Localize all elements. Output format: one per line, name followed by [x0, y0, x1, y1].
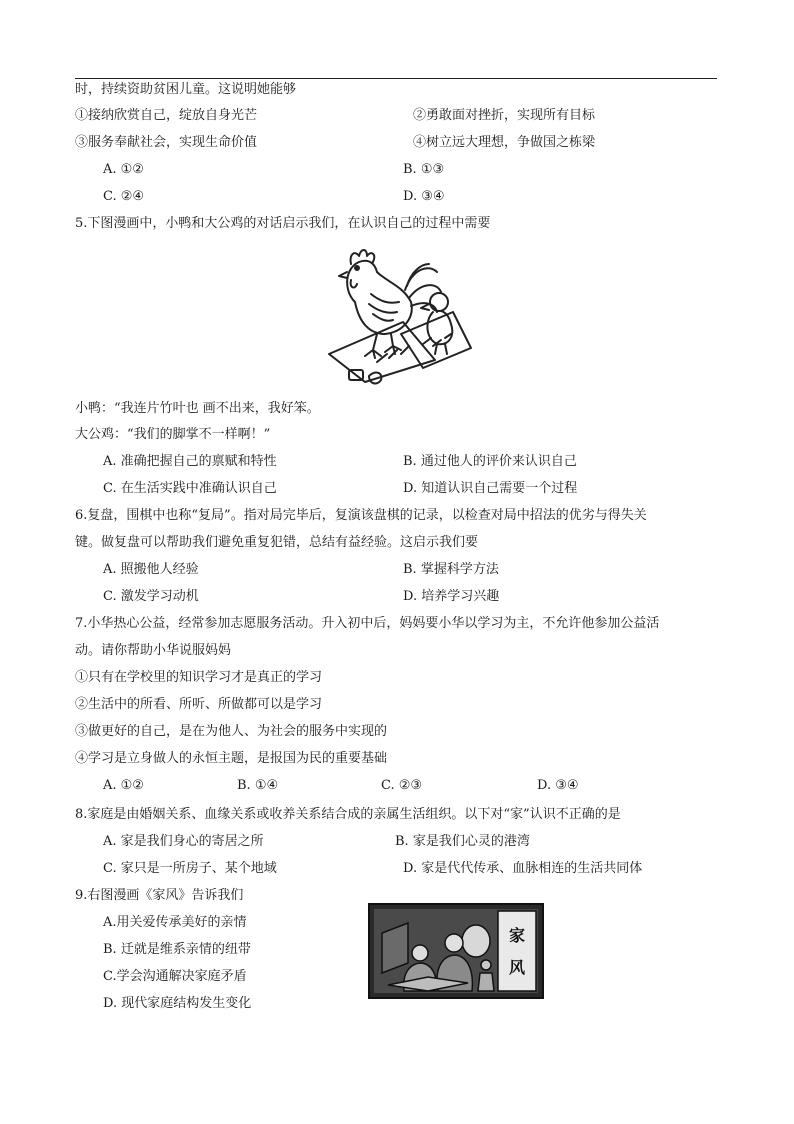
q8-option-b[interactable]: B. 家是我们心灵的港湾 [395, 834, 530, 849]
q6-option-a[interactable]: A. 照搬他人经验 [103, 562, 199, 577]
q8-stem: 8.家庭是由婚姻关系、血缘关系或收养关系结合成的亲属生活组织。以下对“家”认识不正确的是 [75, 807, 621, 822]
q4-item-4: ④树立远大理想，争做国之栋梁 [413, 135, 596, 150]
q9-option-b[interactable]: B. 迁就是维系亲情的纽带 [103, 942, 251, 957]
q6-stem-line-1: 6.复盘，围棋中也称“复局”。指对局完毕后，复演该盘棋的记录，以检查对局中招法的优劣与得失关 [75, 508, 647, 523]
q9-option-c[interactable]: C.学会沟通解决家庭矛盾 [103, 969, 247, 984]
q6-stem-line-2: 键。做复盘可以帮助我们避免重复犯错，总结有益经验。这启示我们要 [75, 535, 479, 550]
q6-option-b[interactable]: B. 掌握科学方法 [403, 562, 499, 577]
cartoon-caption-2: 风 [508, 958, 526, 977]
q8-option-c[interactable]: C. 家只是一所房子、某个地域 [103, 861, 277, 876]
q5-option-d[interactable]: D. 知道认识自己需要一个过程 [403, 481, 578, 496]
q7-item-2: ②生活中的所看、所听、所做都可以是学习 [75, 697, 323, 712]
q4-option-d[interactable]: D. ③④ [403, 189, 445, 204]
q7-item-4: ④学习是立身做人的永恒主题，是报国为民的重要基础 [75, 751, 388, 766]
q8-option-d[interactable]: D. 家是代代传承、血脉相连的生活共同体 [403, 861, 643, 876]
q9-option-d[interactable]: D. 现代家庭结构发生变化 [103, 996, 252, 1011]
q9-option-a[interactable]: A.用关爱传承美好的亲情 [103, 915, 247, 930]
q7-option-c[interactable]: C. ②③ [381, 778, 423, 793]
q7-option-b[interactable]: B. ①④ [237, 778, 279, 793]
family-style-cartoon [368, 903, 544, 999]
q8-option-a[interactable]: A. 家是我们身心的寄居之所 [103, 834, 264, 849]
q7-stem-line-1: 7.小华热心公益，经常参加志愿服务活动。升入初中后，妈妈要小华以学习为主，不允许他参加公益活 [75, 616, 660, 631]
q5-option-a[interactable]: A. 准确把握自己的禀赋和特性 [103, 454, 277, 469]
q5-stem: 5.下图漫画中，小鸭和大公鸡的对话启示我们，在认识自己的过程中需要 [75, 216, 491, 231]
q6-option-c[interactable]: C. 激发学习动机 [103, 589, 199, 604]
q4-option-b[interactable]: B. ①③ [403, 162, 445, 177]
q4-item-1: ①接纳欣赏自己，绽放自身光芒 [75, 108, 258, 123]
q7-stem-line-2: 动。请你帮助小华说服妈妈 [75, 643, 232, 658]
q4-option-c[interactable]: C. ②④ [103, 189, 145, 204]
q4-item-2: ②勇敢面对挫折，实现所有目标 [413, 108, 596, 123]
q9-stem: 9.右图漫画《家风》告诉我们 [75, 888, 244, 903]
q7-item-3: ③做更好的自己，是在为他人、为社会的服务中实现的 [75, 724, 388, 739]
q5-dialog-rooster: 大公鸡：“我们的脚掌不一样啊！” [75, 427, 271, 442]
q5-option-c[interactable]: C. 在生活实践中准确认识自己 [103, 481, 277, 496]
q5-option-b[interactable]: B. 通过他人的评价来认识自己 [403, 454, 577, 469]
q7-option-d[interactable]: D. ③④ [537, 778, 579, 793]
q4-option-a[interactable]: A. ①② [103, 162, 144, 177]
rooster-duckling-cartoon [325, 242, 473, 388]
q5-dialog-duckling: 小鸭：“我连片竹叶也 画不出来，我好笨。 [75, 401, 320, 416]
q4-stem-tail: 时，持续资助贫困儿童。这说明她能够 [75, 82, 297, 97]
q4-item-3: ③服务奉献社会，实现生命价值 [75, 135, 258, 150]
q7-option-a[interactable]: A. ①② [103, 778, 144, 793]
q6-option-d[interactable]: D. 培养学习兴趣 [403, 589, 500, 604]
header-rule [75, 78, 717, 79]
cartoon-caption-1: 家 [508, 926, 526, 945]
q7-item-1: ①只有在学校里的知识学习才是真正的学习 [75, 670, 323, 685]
